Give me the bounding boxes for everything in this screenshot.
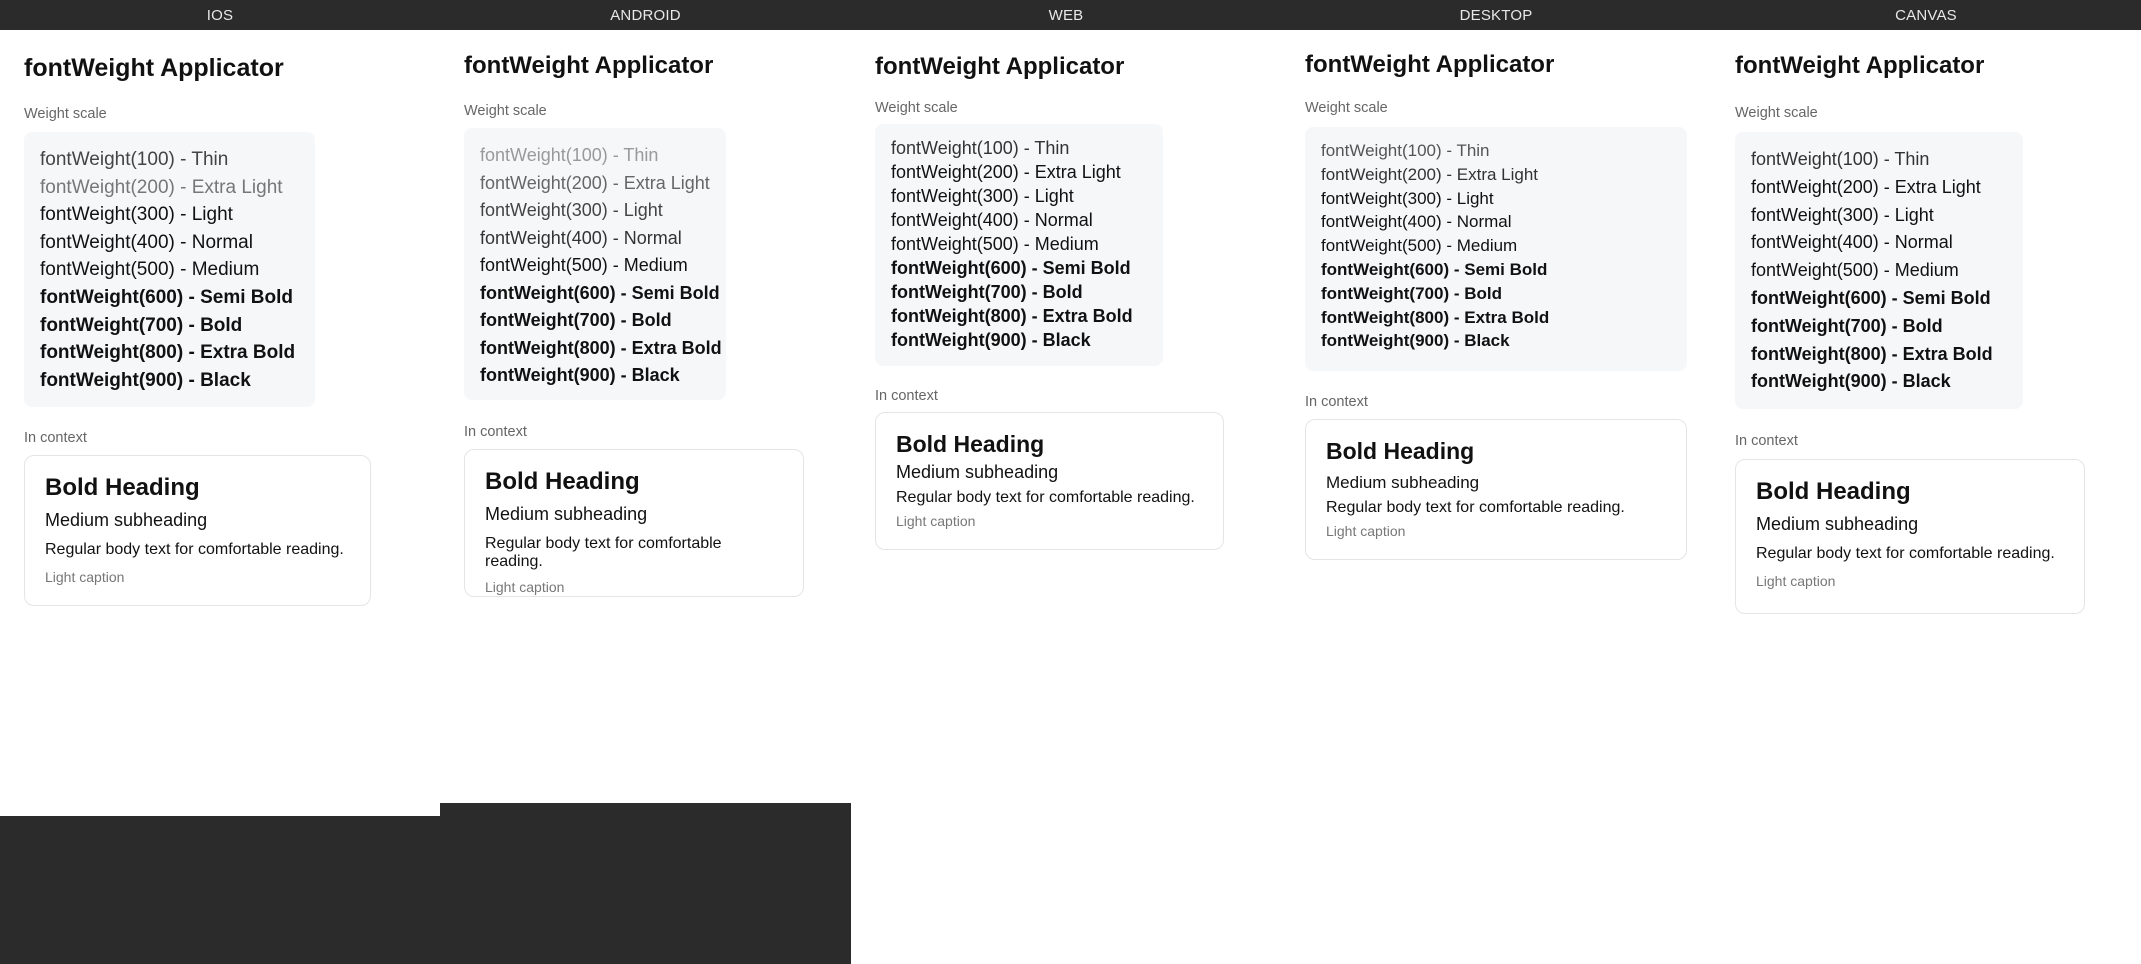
in-context-label: In context — [24, 430, 87, 446]
weight-line-100: fontWeight(100) - Thin — [480, 145, 659, 165]
weight-line-500: fontWeight(500) - Medium — [40, 259, 260, 281]
in-context-label: In context — [875, 388, 938, 404]
weight-line-100: fontWeight(100) - Thin — [891, 138, 1070, 158]
column-web — [851, 0, 1281, 964]
card-body-text: Regular body text for comfortable reading. — [1326, 499, 1625, 516]
weight-line-900: fontWeight(900) - Black — [40, 369, 251, 391]
weight-scale-box — [464, 128, 726, 400]
weight-line-200: fontWeight(200) - Extra Light — [40, 176, 283, 198]
context-card — [464, 449, 804, 597]
column-header-ios: IOS — [0, 0, 440, 30]
column-desktop — [1281, 0, 1711, 964]
card-subheading: Medium subheading — [45, 510, 208, 530]
panel-title: fontWeight Applicator — [1735, 52, 1985, 79]
weight-line-300: fontWeight(300) - Light — [40, 204, 233, 226]
card-heading: Bold Heading — [1326, 438, 1475, 464]
in-context-label: In context — [464, 424, 527, 440]
weight-line-200: fontWeight(200) - Extra Light — [1321, 164, 1539, 184]
card-body-text: Regular body text for comfortable reading. — [485, 535, 722, 570]
weight-line-800: fontWeight(800) - Extra Bold — [1321, 307, 1550, 327]
column-header-web: WEB — [851, 0, 1281, 30]
card-caption: Light caption — [1326, 523, 1406, 539]
weight-line-800: fontWeight(800) - Extra Bold — [1751, 343, 1993, 364]
weight-line-900: fontWeight(900) - Black — [1321, 331, 1510, 351]
weight-line-900: fontWeight(900) - Black — [891, 330, 1091, 350]
context-card — [875, 412, 1224, 550]
weight-line-300: fontWeight(300) - Light — [1751, 204, 1934, 225]
column-android — [440, 0, 851, 964]
weight-line-100: fontWeight(100) - Thin — [1321, 141, 1490, 160]
panel-title: fontWeight Applicator — [464, 52, 714, 79]
card-caption: Light caption — [1756, 573, 1836, 589]
weight-line-100: fontWeight(100) - Thin — [1751, 149, 1930, 169]
weight-scale-label: Weight scale — [24, 106, 107, 122]
in-context-label: In context — [1305, 394, 1368, 410]
weight-scale-box — [1735, 132, 2023, 409]
weight-line-300: fontWeight(300) - Light — [891, 186, 1074, 206]
card-heading: Bold Heading — [896, 431, 1045, 457]
weight-line-500: fontWeight(500) - Medium — [891, 234, 1099, 254]
weight-scale-box — [1305, 127, 1687, 371]
column-ios — [0, 0, 440, 964]
weight-line-700: fontWeight(700) - Bold — [1751, 315, 1943, 336]
card-subheading: Medium subheading — [1756, 514, 1919, 534]
card-body-text: Regular body text for comfortable reading. — [45, 541, 344, 558]
weight-line-400: fontWeight(400) - Normal — [1751, 232, 1953, 253]
in-context-label: In context — [1735, 433, 1798, 449]
weight-line-400: fontWeight(400) - Normal — [891, 210, 1093, 230]
column-header-desktop: DESKTOP — [1281, 0, 1711, 30]
weight-line-800: fontWeight(800) - Extra Bold — [480, 337, 722, 358]
weight-line-700: fontWeight(700) - Bold — [891, 282, 1083, 302]
context-card — [1735, 459, 2085, 614]
weight-line-600: fontWeight(600) - Semi Bold — [891, 258, 1131, 278]
card-heading: Bold Heading — [1756, 478, 1911, 505]
card-heading: Bold Heading — [485, 468, 640, 495]
context-card — [1305, 419, 1687, 560]
weight-line-900: fontWeight(900) - Black — [1751, 371, 1951, 392]
card-body-text: Regular body text for comfortable reading. — [896, 489, 1195, 506]
context-card — [24, 455, 371, 606]
weight-line-600: fontWeight(600) - Semi Bold — [1321, 259, 1548, 279]
weight-line-500: fontWeight(500) - Medium — [480, 255, 688, 275]
card-heading: Bold Heading — [45, 474, 200, 501]
weight-line-700: fontWeight(700) - Bold — [480, 310, 672, 330]
card-subheading: Medium subheading — [1326, 473, 1480, 492]
weight-line-300: fontWeight(300) - Light — [480, 200, 663, 220]
card-subheading: Medium subheading — [485, 504, 648, 524]
column-canvas — [1711, 0, 2141, 964]
weight-scale-label: Weight scale — [1305, 100, 1388, 116]
panel-title: fontWeight Applicator — [24, 54, 284, 82]
weight-line-700: fontWeight(700) - Bold — [40, 314, 243, 336]
weight-line-100: fontWeight(100) - Thin — [40, 149, 229, 170]
weight-line-200: fontWeight(200) - Extra Light — [1751, 176, 1981, 197]
weight-line-600: fontWeight(600) - Semi Bold — [40, 286, 293, 308]
weight-line-700: fontWeight(700) - Bold — [1321, 283, 1502, 303]
weight-line-900: fontWeight(900) - Black — [480, 365, 680, 385]
card-body-text: Regular body text for comfortable reading. — [1756, 545, 2055, 562]
weight-line-200: fontWeight(200) - Extra Light — [891, 162, 1121, 182]
weight-line-800: fontWeight(800) - Extra Bold — [891, 306, 1133, 326]
weight-line-400: fontWeight(400) - Normal — [1321, 212, 1512, 232]
weight-line-600: fontWeight(600) - Semi Bold — [1751, 287, 1991, 308]
weight-scale-label: Weight scale — [1735, 105, 1818, 121]
card-caption: Light caption — [45, 569, 125, 585]
panel-title: fontWeight Applicator — [1305, 51, 1555, 78]
weight-scale-label: Weight scale — [875, 100, 958, 116]
weight-line-300: fontWeight(300) - Light — [1321, 188, 1494, 208]
weight-line-600: fontWeight(600) - Semi Bold — [480, 282, 720, 303]
weight-scale-box — [24, 132, 315, 407]
card-caption: Light caption — [485, 579, 565, 595]
weight-line-200: fontWeight(200) - Extra Light — [480, 172, 710, 193]
column-header-android: ANDROID — [440, 0, 851, 30]
weight-scale-label: Weight scale — [464, 103, 547, 119]
card-caption: Light caption — [896, 513, 976, 529]
card-subheading: Medium subheading — [896, 462, 1059, 482]
column-header-canvas: CANVAS — [1711, 0, 2141, 30]
weight-line-800: fontWeight(800) - Extra Bold — [40, 342, 296, 364]
weight-scale-box — [875, 124, 1163, 366]
weight-line-500: fontWeight(500) - Medium — [1751, 260, 1959, 281]
weight-line-500: fontWeight(500) - Medium — [1321, 236, 1518, 256]
panel-title: fontWeight Applicator — [875, 53, 1125, 80]
weight-line-400: fontWeight(400) - Normal — [480, 227, 682, 248]
weight-line-400: fontWeight(400) - Normal — [40, 231, 253, 253]
